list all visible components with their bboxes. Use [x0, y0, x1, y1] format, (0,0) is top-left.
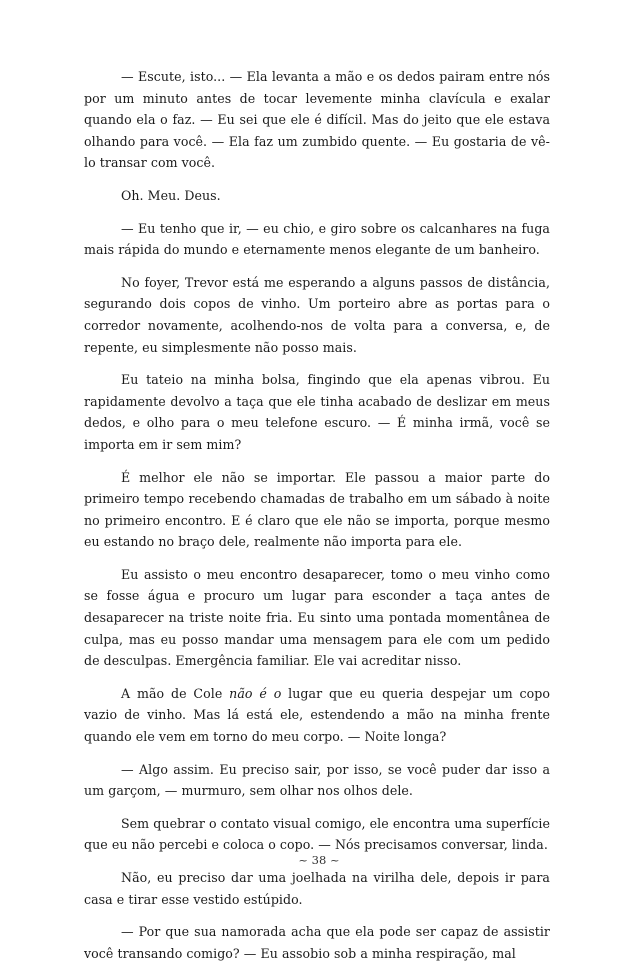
paragraph-8-start: A mão de Cole: [121, 685, 230, 701]
paragraph-9: — Algo assim. Eu preciso sair, por isso, se você puder dar isso a um garçom, — murmuro, sem olhar nos olhos dele.: [84, 761, 550, 799]
paragraph-12: — Por que sua namorada acha que ela pode ser capaz de assistir você transando comigo? — Eu assobio sob a minha respiração, mal: [84, 924, 550, 961]
page-number: ~ 38 ~: [298, 853, 340, 867]
paragraph-7: Eu assisto o meu encontro desaparecer, tomo o meu vinho como se fosse água e procuro um lugar para esconder a taça antes de desaparecer na triste noite fria. Eu sinto uma pontada momentânea de culpa, mas eu posso mandar uma mensagem para ele com um pedido de desculpas. Emergência familiar. Ele vai acreditar nisso.: [84, 566, 550, 669]
paragraph-8-emphasis: não é o: [229, 685, 282, 701]
paragraph-4: No foyer, Trevor está me esperando a alguns passos de distância, segurando dois copos de vinho. Um porteiro abre as portas para o corredor novamente, acolhendo-nos de volta para a conversa, e, de repente, eu simplesmente não posso mais.: [84, 274, 550, 355]
paragraph-2: Oh. Meu. Deus.: [121, 187, 221, 203]
paragraph-3: — Eu tenho que ir, — eu chio, e giro sobre os calcanhares na fuga mais rápida do mundo e eternamente menos elegante de um banheiro.: [84, 220, 550, 258]
paragraph-1: — Escute, isto... — Ela levanta a mão e os dedos pairam entre nós por um minuto antes de tocar levemente minha clavícula e exalar quando ela o faz. — Eu sei que ele é difícil. Mas do jeito que ele estava olhando para você. — Ela faz um zumbido quente. — Eu gostaria de vê-lo transar com você.: [84, 69, 550, 171]
paragraph-6: É melhor ele não se importar. Ele passou a maior parte do primeiro tempo recebendo chamadas de trabalho em um sábado à noite no primeiro encontro. E é claro que ele não se importa, porque mesmo eu estando no braço dele, realmente não importa para ele.: [84, 469, 550, 550]
paragraph-10: Sem quebrar o contato visual comigo, ele encontra uma superfície que eu não percebi e coloca o copo. — Nós precisamos conversar, linda.: [84, 815, 550, 853]
page-body: [84, 66, 550, 975]
paragraph-8: [84, 683, 550, 748]
paragraph-11: Não, eu preciso dar uma joelhada na virilha dele, depois ir para casa e tirar esse vestido estúpido.: [84, 870, 550, 907]
paragraph-5: Eu tateio na minha bolsa, fingindo que ela apenas vibrou. Eu rapidamente devolvo a taça que ele tinha acabado de deslizar em meus dedos, e olho para o meu telefone escuro. — É minha irmã, você se importa em ir sem mim?: [84, 372, 550, 452]
paragraph-8-end: lugar que eu queria despejar um copo vazio de vinho. Mas lá está ele, estendendo a mão na minha frente quando ele vem em torno do meu corpo. — Noite longa?: [84, 685, 551, 745]
